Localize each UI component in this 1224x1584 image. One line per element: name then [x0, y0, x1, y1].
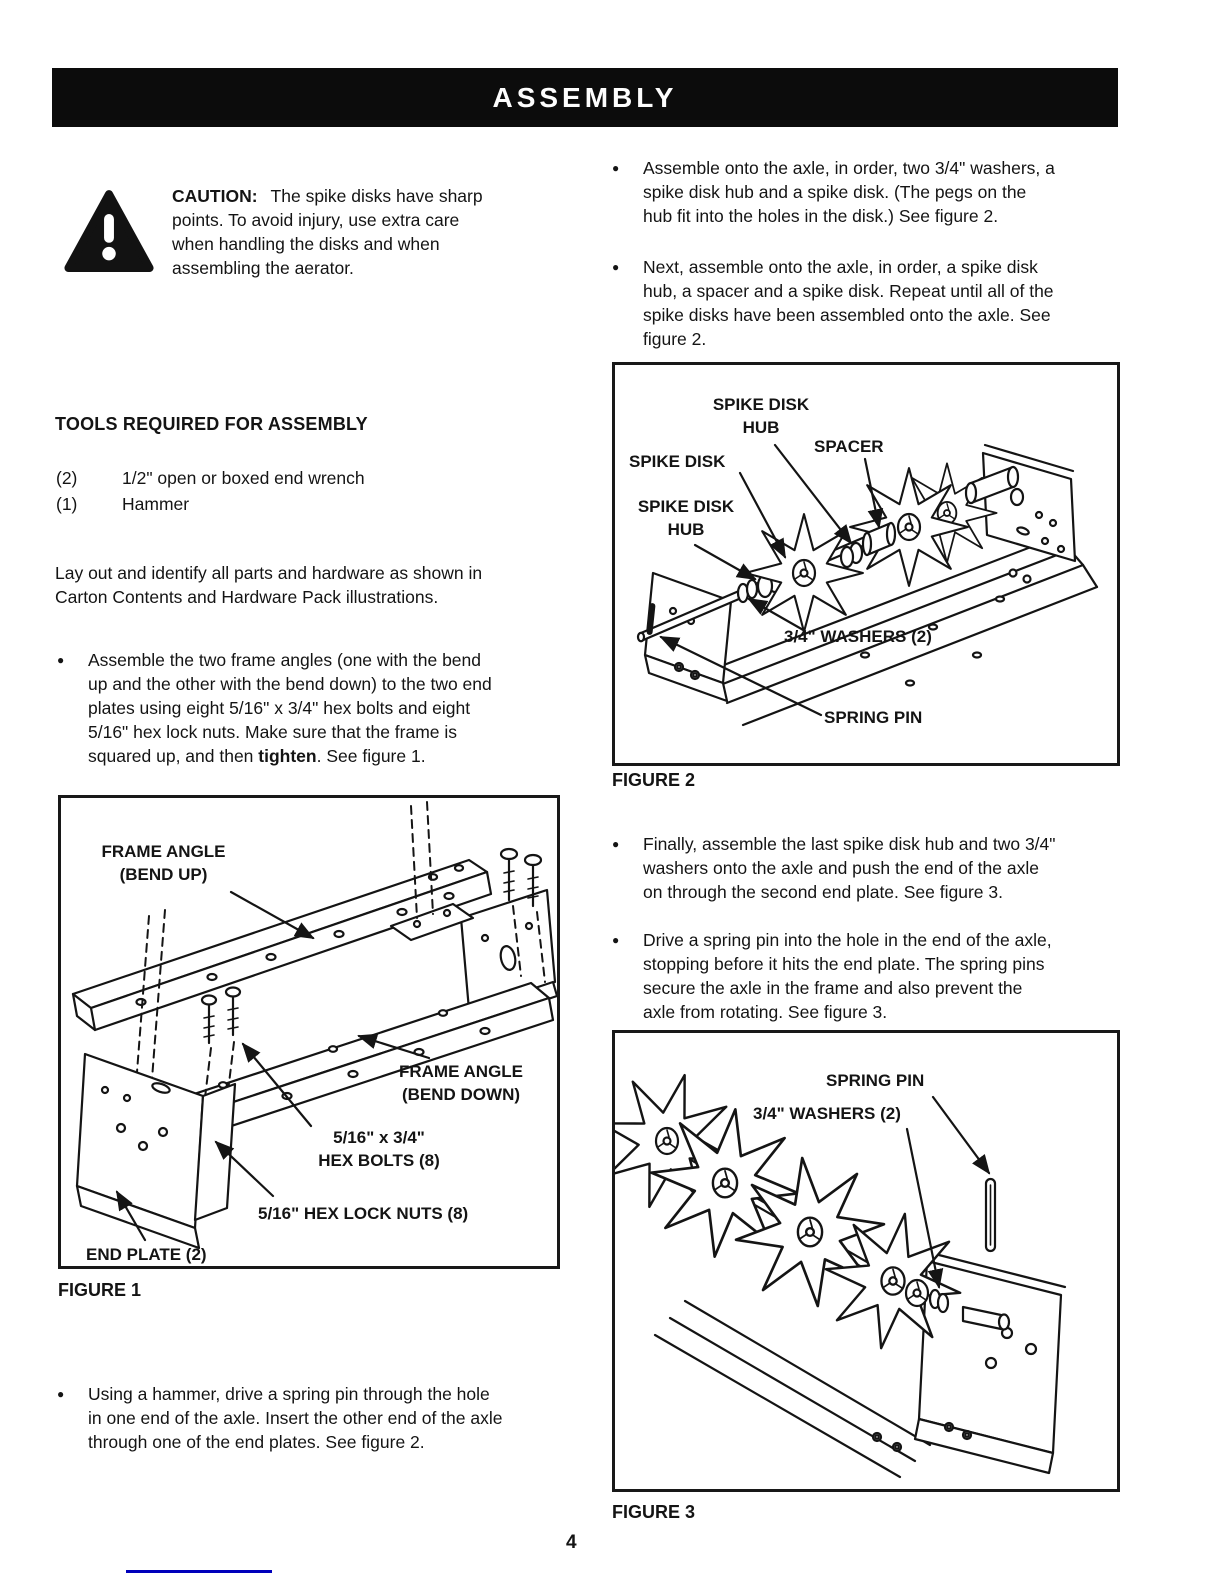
end-plate-left-drawing: [77, 1054, 235, 1248]
figure-3-caption: FIGURE 3: [612, 1502, 696, 1522]
label-spacer: SPACER: [814, 437, 884, 456]
step-last-hub-washers: ● Finally, assemble the last spike disk hub and two 3/4" washers onto the axle and push the end of the axle on through the second end plate. See figure 3.: [612, 834, 1056, 902]
tool-item: [56, 465, 365, 491]
figure-1: [58, 795, 560, 1269]
tool-item: [56, 491, 365, 517]
bullet-icon: ●: [57, 653, 65, 667]
figure-2-caption: FIGURE 2: [612, 770, 696, 790]
page-number: 4: [566, 1532, 577, 1553]
step-drive-spring-pin: ● Using a hammer, drive a spring pin through the hole in one end of the axle. Insert the other end of the axle through one of the end plates. See figure 2.: [57, 1384, 503, 1452]
tool-qty: (1): [56, 494, 78, 514]
tools-heading: TOOLS REQUIRED FOR ASSEMBLY: [55, 414, 368, 434]
bullet-icon: ●: [612, 161, 620, 175]
caution-label: CAUTION:: [172, 186, 258, 206]
figure-1-caption: FIGURE 1: [58, 1280, 142, 1300]
label-hex-lock-nuts: 5/16" HEX LOCK NUTS (8): [258, 1204, 469, 1223]
label-spike-disk-hub-left: SPIKE DISK HUB: [637, 497, 735, 539]
label-spring-pin: SPRING PIN: [826, 1071, 925, 1090]
bullet-icon: ●: [612, 260, 620, 274]
label-spike-disk-hub-top: SPIKE DISK HUB: [712, 395, 810, 437]
spike-disk-hub-drawing: [906, 1280, 928, 1306]
footer-rule: [126, 1570, 272, 1573]
label-spring-pin: SPRING PIN: [824, 708, 923, 727]
label-spike-disk: SPIKE DISK: [629, 452, 726, 471]
spring-pin-drawing: [986, 1179, 995, 1251]
leader-arrow: [695, 545, 755, 579]
axle-assembly-drawing: [615, 365, 1117, 763]
tool-name: Hammer: [122, 494, 190, 514]
tool-name: 1/2" open or boxed end wrench: [122, 468, 365, 488]
tool-qty: (2): [56, 468, 78, 488]
leader-arrow: [933, 1097, 989, 1173]
bullet-icon: ●: [612, 933, 620, 947]
intro-paragraph: Lay out and identify all parts and hardware as shown in Carton Contents and Hardware Pack illustrations.: [55, 563, 483, 607]
warning-triangle-icon: [64, 186, 154, 278]
figure-2: [612, 362, 1120, 766]
end-plate-right-drawing: [983, 445, 1075, 561]
caution-text: CAUTION: The spike disks have sharp points. To avoid injury, use extra care when handling the disks and when assembling the aerator.: [172, 186, 483, 278]
end-plate-left-drawing: [645, 573, 731, 701]
washers-drawing: [738, 580, 757, 602]
leader-arrow: [775, 445, 851, 543]
leader-arrow: [740, 473, 785, 557]
step-assemble-washers-hub: ● Assemble onto the axle, in order, two 3/4" washers, a spike disk hub and a spike disk. (The pegs on the hub fit into the holes in the disk.) See figure 2.: [612, 158, 1055, 226]
label-washers: 3/4" WASHERS (2): [784, 627, 932, 646]
step-drive-second-pin: ● Drive a spring pin into the hole in the end of the axle, stopping before it hits the end plate. The spring pins secure the axle in the frame and also prevent the axle from rotating. See figure 3.: [612, 930, 1052, 1022]
label-frame-angle-bend-down: FRAME ANGLE (BEND DOWN): [398, 1062, 524, 1104]
tools-list: [56, 465, 365, 517]
figure-3: [612, 1030, 1120, 1492]
label-hex-bolts: 5/16" x 3/4" HEX BOLTS (8): [318, 1128, 440, 1170]
section-header: [52, 68, 1118, 127]
label-end-plate: END PLATE (2): [86, 1245, 207, 1264]
bullet-icon: ●: [612, 837, 620, 851]
label-washers: 3/4" WASHERS (2): [753, 1104, 901, 1123]
section-title: ASSEMBLY: [492, 81, 678, 113]
bullet-icon: ●: [57, 1387, 65, 1401]
label-frame-angle-bend-up: FRAME ANGLE (BEND UP): [101, 842, 226, 884]
step-assemble-frame: ● Assemble the two frame angles (one with the bend up and the other with the bend down) to the two end plates using eight 5/16" x 3/4" hex bolts and eight 5/16" hex lock nuts. Make sure that the frame is squared up, and then tighten. See figure 1.: [57, 650, 492, 766]
step-assemble-spacer-disk: ● Next, assemble onto the axle, in order, a spike disk hub, a spacer and a spike disk. Repeat until all of the spike disks have been assembled onto the axle. See figure 2.: [612, 257, 1054, 349]
